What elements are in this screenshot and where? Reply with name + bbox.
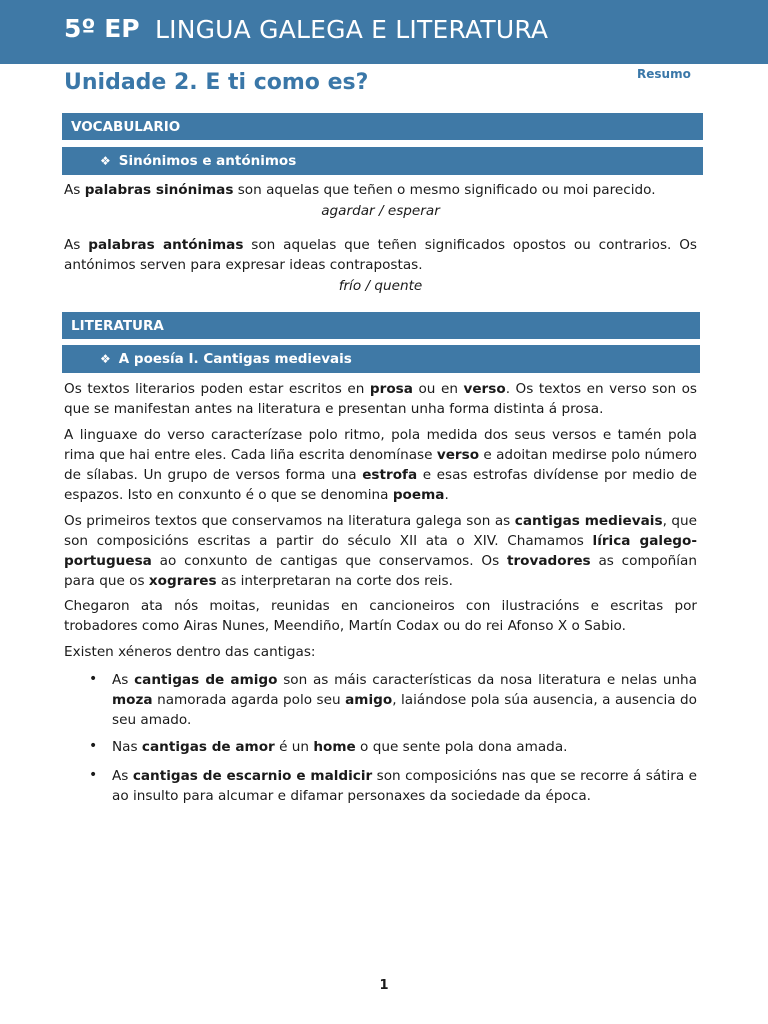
- bullet-icon: •: [89, 671, 98, 687]
- paragraph-genres-intro: Existen xéneros dentro das cantigas:: [64, 644, 316, 660]
- section-header-vocabulario: [62, 113, 703, 140]
- bullet-icon: •: [89, 767, 98, 783]
- paragraph-prose-verse: Os textos literarios poden estar escritos en prosa ou en verso. Os textos en verso son os que se manifestan antes na literatura e presentan unha forma distinta á prosa.: [64, 381, 697, 417]
- grade-label: 5º EP: [64, 14, 140, 43]
- term-synonyms: palabras sinónimas: [84, 182, 234, 198]
- unit-title: Unidade 2. E ti como es?: [64, 70, 369, 95]
- diamond-bullet-icon: ❖: [100, 352, 111, 366]
- section-header-literatura: [62, 312, 700, 339]
- diamond-bullet-icon: ❖: [100, 154, 111, 168]
- subsection-title: A poesía I. Cantigas medievais: [118, 351, 352, 367]
- bullet-icon: •: [89, 738, 98, 754]
- subsection-header-synonyms: [62, 147, 703, 175]
- bullet-cantigas-amor: Nas cantigas de amor é un home o que sente pola dona amada.: [112, 739, 568, 755]
- top-banner: [0, 0, 768, 64]
- subject-title: LINGUA GALEGA E LITERATURA: [155, 15, 549, 44]
- antonyms-paragraph: As palabras antónimas son aquelas que teñen significados opostos ou contrarios. Os antónimos serven para expresar ideas contrapostas.: [64, 237, 698, 273]
- paragraph-verse-language: A linguaxe do verso caracterízase polo ritmo, pola medida dos seus versos e tamén pola rima que hai entre eles. Cada liña escrita denomínase verso e adoitan medirse polo número de sílabas. Un grupo de versos forma una estrofa e esas estrofas divídense por medio de espazos. Isto en conxunto é o que se denomina poema.: [64, 427, 698, 503]
- synonyms-example: agardar / esperar: [321, 203, 440, 219]
- subsection-title: Sinónimos e antónimos: [118, 153, 297, 169]
- section-title: LITERATURA: [71, 317, 164, 334]
- antonyms-example: frío / quente: [338, 278, 423, 294]
- page-number: 1: [379, 978, 389, 993]
- bullet-cantigas-escarnio: As cantigas de escarnio e maldicir son composicións nas que se recorre á sátira e ao insulto para alcumar e difamar personaxes da sociedade da época.: [112, 768, 697, 804]
- term-antonyms: palabras antónimas: [88, 237, 244, 253]
- bullet-cantigas-amigo: As cantigas de amigo son as máis características da nosa literatura e nelas unha moza namorada agarda polo seu amigo, laiándose pola súa ausencia, a ausencia do seu amado.: [112, 672, 698, 728]
- summary-tag: Resumo: [637, 67, 691, 81]
- paragraph-cancioneiros: Chegaron ata nós moitas, reunidas en cancioneiros con ilustracións e escritas por trobadores como Airas Nunes, Meendiño, Martín Codax ou do rei Afonso X o Sabio.: [64, 598, 697, 634]
- paragraph-medieval-cantigas: Os primeiros textos que conservamos na literatura galega son as cantigas medievais, que son composicións escritas a partir do século XII ata o XIV. Chamamos lírica galego-portuguesa ao conxunto de cantigas que conservamos. Os trovadores as compoñían para que os xograres as interpretaran na corte dos reis.: [64, 513, 698, 589]
- section-title: VOCABULARIO: [71, 118, 181, 135]
- synonyms-paragraph: As palabras sinónimas son aquelas que teñen o mesmo significado ou moi parecido.: [64, 182, 656, 198]
- subsection-header-poetry: [62, 345, 700, 373]
